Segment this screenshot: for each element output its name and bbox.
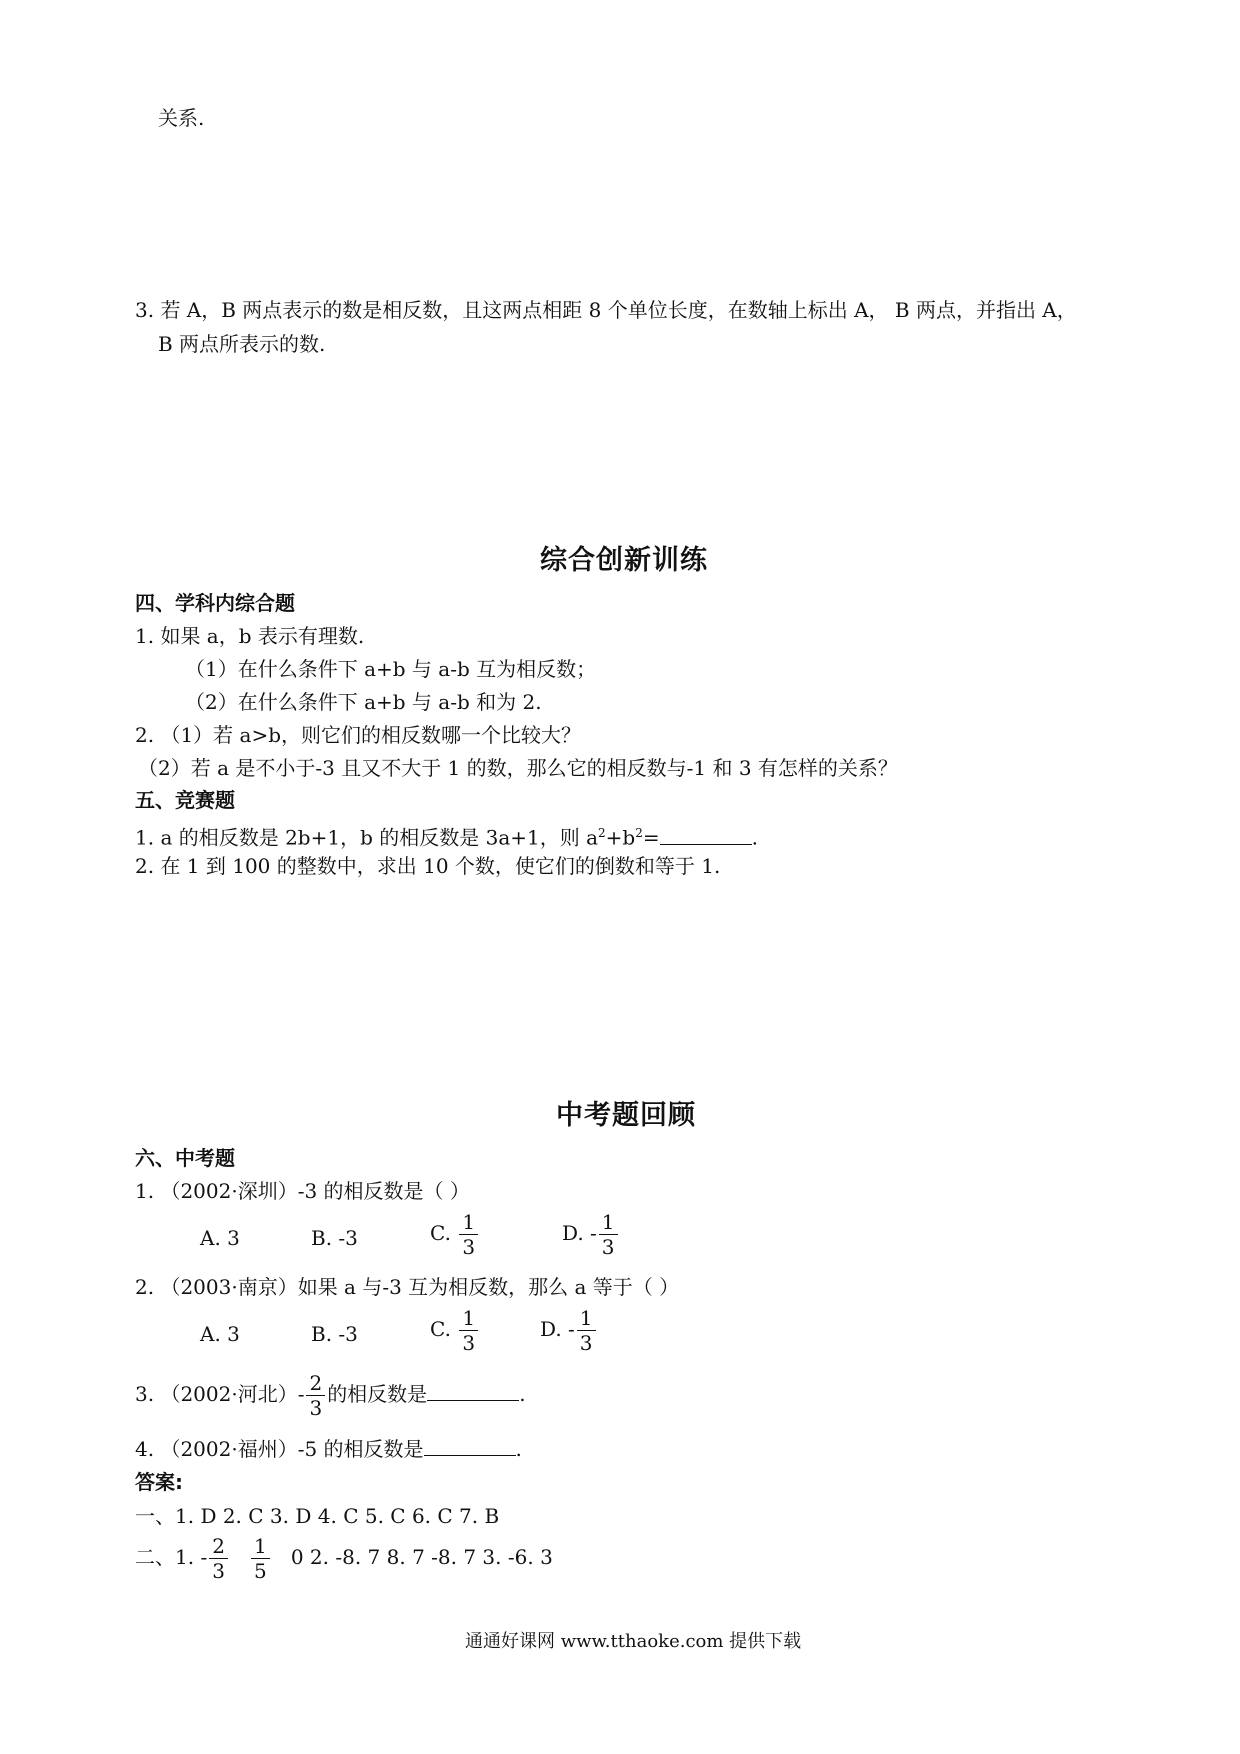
section-5-title: 五、竞赛题 bbox=[135, 788, 235, 812]
s4-question-2-part-1: 2. （1）若 a>b，则它们的相反数哪一个比较大？ bbox=[135, 723, 582, 747]
fraction: $\frac{1}{5}$ bbox=[251, 1534, 270, 1583]
s4-question-1: 1. 如果 a，b 表示有理数. bbox=[135, 624, 365, 648]
s4-question-1-part-2: （2）在什么条件下 a+b 与 a-b 和为 2. bbox=[185, 690, 542, 714]
fraction: $\frac{2}{3}$ bbox=[209, 1534, 228, 1583]
s4-question-2-part-2: （2）若 a 是不小于-3 且又不大于 1 的数，那么它的相反数与-1 和 3 有怎样的关系？ bbox=[138, 756, 898, 780]
answers-section-2: 二、1. - $\frac{2}{3}$ $\frac{1}{5}$ 0 2. -8. 7 8. 7 -8. 7 3. -6. 3 bbox=[135, 1534, 553, 1583]
s5-question-2: 2. 在 1 到 100 的整数中，求出 10 个数，使它们的倒数和等于 1. bbox=[135, 854, 721, 878]
s5-question-1: 1. a 的相反数是 2b+1，b 的相反数是 3a+1，则 $a^2+b^2=$ . bbox=[135, 825, 758, 850]
fraction: $\frac{1}{3}$ bbox=[459, 1306, 478, 1355]
question-3-line-1: 3. 若 A，B 两点表示的数是相反数，且这两点相距 8 个单位长度，在数轴上标出 A， B 两点，并指出 A， bbox=[135, 298, 1077, 322]
answer-blank bbox=[424, 1437, 516, 1456]
question-3-line-2: B 两点所表示的数. bbox=[158, 332, 326, 356]
section-4-title: 四、学科内综合题 bbox=[135, 591, 295, 615]
s6q1-option-c: C. $\frac{1}{3}$ bbox=[430, 1210, 480, 1259]
s6-question-2: 2. （2003·南京）如果 a 与-3 互为相反数，那么 a 等于（ ） bbox=[135, 1275, 680, 1299]
fraction: $\frac{1}{3}$ bbox=[459, 1210, 478, 1259]
s6-question-4: 4. （2002·福州）-5 的相反数是 . bbox=[135, 1437, 522, 1461]
s4-question-1-part-1: （1）在什么条件下 a+b 与 a-b 互为相反数； bbox=[185, 657, 597, 681]
fraction: $\frac{1}{3}$ bbox=[599, 1210, 618, 1259]
question-continuation: 关系. bbox=[158, 106, 205, 130]
answer-blank bbox=[660, 826, 752, 845]
section-heading-exam-review: 中考题回顾 bbox=[556, 1100, 696, 1131]
s6q2-option-b: B. -3 bbox=[311, 1322, 358, 1346]
s6-question-1: 1. （2002·深圳）-3 的相反数是（ ） bbox=[135, 1179, 470, 1203]
footer-source: 通通好课网 www.tthaoke.com 提供下载 bbox=[465, 1631, 802, 1652]
fraction: $\frac{1}{3}$ bbox=[577, 1306, 596, 1355]
s6q1-option-d: D. - $\frac{1}{3}$ bbox=[562, 1210, 620, 1259]
s6q1-option-b: B. -3 bbox=[311, 1226, 358, 1250]
s6q2-option-d: D. - $\frac{1}{3}$ bbox=[540, 1306, 598, 1355]
answers-label: 答案: bbox=[135, 1470, 183, 1494]
s6-question-3: 3. （2002·河北）- $\frac{2}{3}$ 的相反数是 . bbox=[135, 1371, 526, 1420]
section-heading-comprehensive: 综合创新训练 bbox=[540, 545, 708, 576]
section-6-title: 六、中考题 bbox=[135, 1146, 235, 1170]
answers-section-1: 一、1. D 2. C 3. D 4. C 5. C 6. C 7. B bbox=[135, 1504, 500, 1528]
s6q2-option-a: A. 3 bbox=[200, 1322, 240, 1346]
s6q1-option-a: A. 3 bbox=[200, 1226, 240, 1250]
s6q2-option-c: C. $\frac{1}{3}$ bbox=[430, 1306, 480, 1355]
answer-blank bbox=[427, 1382, 519, 1401]
fraction: $\frac{2}{3}$ bbox=[306, 1371, 325, 1420]
